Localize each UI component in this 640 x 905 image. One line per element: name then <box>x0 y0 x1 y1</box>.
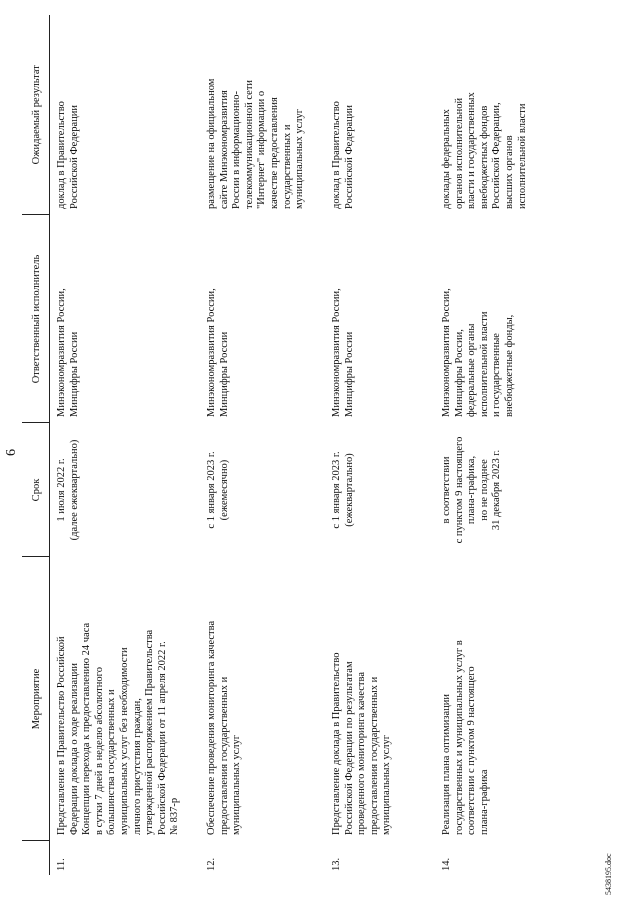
row-number: 13. <box>331 857 342 871</box>
row-term: в соответствии с пунктом 9 настоящего плана-графика, но не позднее 31 декабря 2023 г. <box>441 436 503 544</box>
table-row <box>50 15 201 875</box>
table-header-row <box>22 15 50 875</box>
document-id: 5438195.doc <box>604 853 613 895</box>
row-responsible: Минэкономразвития России, Минцифры России <box>206 288 230 417</box>
row-term: с 1 января 2023 г. (ежемесячно) <box>206 451 230 529</box>
table-row <box>325 15 435 875</box>
table-row <box>435 15 565 875</box>
row-result: доклад в Правительство Российской Федерации <box>56 101 80 209</box>
row-measure: Обеспечение проведения мониторинга качества предоставления государственных и муниципальных услуг <box>206 620 243 835</box>
row-responsible: Минэкономразвития России, Минцифры России <box>331 288 355 417</box>
header-responsible: Ответственный исполнитель <box>22 215 50 423</box>
row-result: доклад в Правительство Российской Федерации <box>331 101 355 209</box>
row-responsible: Минэкономразвития России, Минцифры России <box>56 288 80 417</box>
row-measure: Представление доклада в Правительство Российской Федерации по результатам проведенного мониторинга качества предоставления государственных и муниципальных услуг <box>331 652 393 835</box>
row-responsible: Минэкономразвития России, Минцифры России, федеральные органы исполнительной власти и государственные внебюджетные фонды, <box>441 288 515 417</box>
header-measure: Мероприятие <box>22 557 50 841</box>
table-row <box>200 15 325 875</box>
header-result: Ожидаемый результат <box>22 15 50 215</box>
row-number: 12. <box>206 857 217 871</box>
row-term: с 1 января 2023 г. (ежеквартально) <box>331 451 355 529</box>
page-number: 6 <box>4 449 19 456</box>
header-term: Срок <box>22 423 50 557</box>
row-measure: Представление в Правительство Российской Федерации доклада о ходе реализации Концепции перехода к предоставлению 24 часа в сутки 7 дней в неделю абсолютного большинства государственных и муниципальных услуг без необходимости личного присутствия граждан, утвержденной распоряжением Правительства Российской Федерации от 11 апреля 2022 г. № 837-р <box>56 622 181 835</box>
row-term: 1 июля 2022 г. (далее ежеквартально) <box>56 439 80 541</box>
row-result: доклады федеральных органов исполнительной власти и государственных внебюджетных фондов Российской Федерации, высших органов исполнительной власти <box>441 92 528 209</box>
plan-table <box>22 15 565 875</box>
row-number: 14. <box>441 857 452 871</box>
row-measure: Реализация плана оптимизации государственных и муниципальных услуг в соответствии с пунктом 9 настоящего плана-графика <box>441 640 490 835</box>
row-result: размещение на официальном сайте Минэкономразвития России в информационно- телекоммуникационной сети "Интернет" информации о качестве предоставления государственных и муниципальных услуг <box>206 78 306 209</box>
row-number: 11. <box>56 858 67 871</box>
header-number <box>22 841 50 875</box>
